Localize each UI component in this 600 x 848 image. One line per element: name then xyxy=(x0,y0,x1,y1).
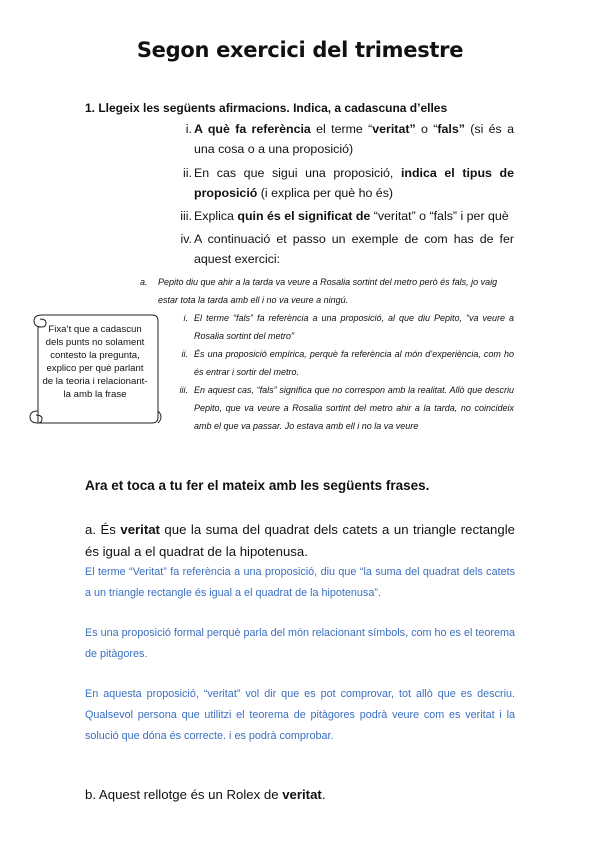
instruction-item xyxy=(172,163,514,203)
instruction-text-bold: quin és el significat de xyxy=(237,209,371,223)
instruction-text: (i explica per què ho és) xyxy=(257,186,394,200)
instruction-text: o “ xyxy=(415,122,438,136)
instruction-text-bold: A què fa referència xyxy=(194,122,311,136)
sentence-b-keyword: veritat xyxy=(282,787,322,802)
instruction-number: iii. xyxy=(180,209,192,223)
example-item xyxy=(172,345,514,381)
example-statement xyxy=(140,273,514,309)
answer-paragraph: El terme “Veritat” fa referència a una proposició, diu que “la suma del quadrat dels catets a un triangle rectangle és igual a el quadrat de la hipotenusa”. xyxy=(85,566,515,599)
page-title: Segon exercici del trimestre xyxy=(136,38,464,62)
instruction-number: i. xyxy=(185,122,192,136)
example-item-number: iii. xyxy=(179,385,188,395)
answer-paragraph: Es una proposició formal perquè parla del món relacionant símbols, com ho es el teorema de pitàgores. xyxy=(85,627,515,660)
example-item-number: i. xyxy=(183,313,188,323)
example-item-text: El terme “fals” fa referència a una proposició, al que diu Pepito, “va veure a Rosalia sortint del metro” xyxy=(194,313,514,341)
instruction-text: “veritat” o “fals” i per què xyxy=(370,209,509,223)
instruction-text: A continuació et passo un exemple de com has de fer aquest exercici: xyxy=(194,232,514,266)
example-item xyxy=(172,309,514,345)
instruction-text: En cas que sigui una proposició, xyxy=(194,166,401,180)
example-item-text: És una proposició empírica, perquè fa referència al món d’experiència, com ho és entrar i sortir del metro. xyxy=(194,349,514,377)
answer-paragraph: En aquesta proposició, “veritat” vol dir que es pot comprovar, tot allò que es descriu. Qualsevol persona que utilitzi el teorema de pitàgores podrà veure com es veritat i la solució que dóna és correcte. i es podrà comprobar. xyxy=(85,688,515,742)
sentence-b xyxy=(85,784,515,806)
scroll-note-text: Fixa’t que a cadascun dels punts no solament contesto la pregunta, explico per què parlant de la teoria i relacionant-la amb la frase xyxy=(42,324,148,400)
instruction-item xyxy=(172,119,514,159)
question-1-heading: 1. Llegeix les següents afirmacions. Indica, a cadascuna d’elles xyxy=(85,101,448,115)
instruction-text-bold: fals” xyxy=(437,122,465,136)
instruction-text-bold: veritat” xyxy=(372,122,416,136)
instruction-text: (si és a una cosa o a una proposició) xyxy=(194,122,514,156)
instruction-item xyxy=(172,206,514,226)
sentence-a-text: a. És xyxy=(85,522,121,537)
section-heading: Ara et toca a tu fer el mateix amb les següents frases. xyxy=(85,478,430,493)
scroll-callout xyxy=(28,311,158,429)
instruction-text: Explica xyxy=(194,209,238,223)
instruction-number: ii. xyxy=(183,166,192,180)
example-item xyxy=(172,381,514,435)
instruction-number: iv. xyxy=(180,232,192,246)
instruction-item xyxy=(172,229,514,269)
example-label: a. xyxy=(140,277,148,287)
instruction-text-bold: indica el tipus de proposició xyxy=(194,166,515,200)
sentence-a-keyword: veritat xyxy=(120,522,160,537)
example-item-text: En aquest cas, “fals” significa que no correspon amb la realitat. Allò que descriu Pepito, que va veure a Rosalia sortint del metro ahir a la tarda, no coincideix amb el que va passar. Jo estava amb ell i no la va veure xyxy=(194,385,514,431)
sentence-b-text: . xyxy=(321,787,326,802)
instruction-text: el terme “ xyxy=(310,122,373,136)
example-item-number: ii. xyxy=(181,349,188,359)
sentence-a xyxy=(85,519,515,563)
example-text: Pepito diu que ahir a la tarda va veure a Rosalia sortint del metro però és fals, jo vaig estar tota la tarda amb ell i no va veure a ningú. xyxy=(158,277,498,305)
sentence-b-text: b. Aquest rellotge és un Rolex de xyxy=(85,787,283,802)
sentence-a-text: que la suma del quadrat dels catets a un triangle rectangle és igual a el quadrat de la hipotenusa. xyxy=(85,522,515,559)
